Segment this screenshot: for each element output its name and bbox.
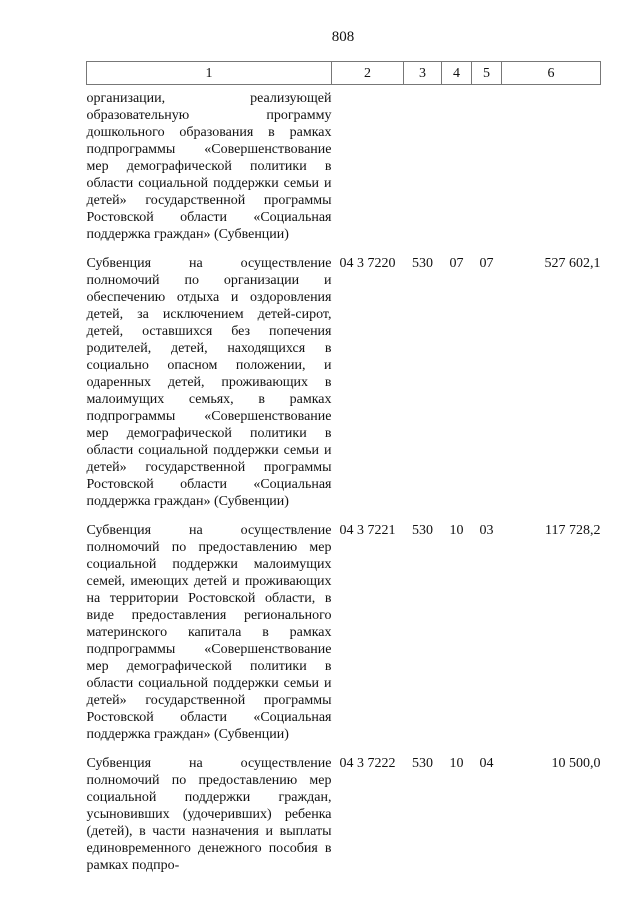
row-amount: 527 602,1	[544, 256, 601, 271]
row-section: 10	[449, 523, 464, 538]
row-target-code: 04 3 7222	[339, 756, 396, 771]
row-description: организации, реализующей образовательную программу дошкольного образования в рамках подпрограммы «Совершенствование мер демографической политики в области социальной поддержки семьи и детей» государственной программы Ростовской области «Социальная поддержка граждан» (Субвенции)	[86, 91, 332, 242]
table-row	[87, 243, 601, 510]
column-header-6: 6	[502, 62, 601, 85]
table-row-continuation	[87, 85, 601, 244]
column-header-5: 5	[472, 62, 502, 85]
table-row	[87, 743, 601, 874]
row-target-code: 04 3 7220	[339, 256, 396, 271]
row-amount: 10 500,0	[551, 756, 601, 771]
row-description: Субвенция на осуществление полномочий по организации и обеспечению отдыха и оздоровления детей, за исключением детей-сирот, детей, оставшихся без попечения родителей, детей, находящихся в социально опасном положении, и одаренных детей, проживающих в малоимущих семьях, в рамках подпрограммы «Совершенствование мер демографической политики в области социальной поддержки семьи и детей» государственной программы Ростовской области «Социальная поддержка граждан» (Субвенции)	[86, 256, 332, 509]
table-row	[87, 510, 601, 743]
row-description: Субвенция на осуществление полномочий по предоставлению мер социальной поддержки малоимущих семей, имеющих детей и проживающих на территории Ростовской области, в виде предоставления регионального материнского капитала в рамках подпрограммы «Совершенствование мер демографической политики в области социальной поддержки семьи и детей» государственной программы Ростовской области «Социальная поддержка граждан» (Субвенции)	[86, 523, 332, 742]
row-subsection: 07	[479, 256, 494, 271]
row-section: 10	[449, 756, 464, 771]
column-header-1: 1	[87, 62, 332, 85]
row-section: 07	[449, 256, 464, 271]
column-header-2: 2	[332, 62, 404, 85]
row-subsection: 03	[479, 523, 494, 538]
header-row	[87, 62, 601, 85]
row-target-code: 04 3 7221	[339, 523, 396, 538]
row-expense-type: 530	[412, 256, 433, 271]
row-expense-type: 530	[412, 523, 433, 538]
column-header-4: 4	[442, 62, 472, 85]
row-amount: 117 728,2	[545, 523, 601, 538]
row-description: Субвенция на осуществление полномочий по предоставлению мер социальной поддержки граждан, усыновивших (удочеривших) ребенка (детей), в части назначения и выплаты единовременного денежного пособия в рамках подпро-	[86, 756, 332, 873]
row-subsection: 04	[479, 756, 494, 771]
budget-table	[86, 61, 601, 874]
row-expense-type: 530	[412, 756, 433, 771]
column-header-3: 3	[404, 62, 442, 85]
page-number: 808	[331, 29, 355, 45]
